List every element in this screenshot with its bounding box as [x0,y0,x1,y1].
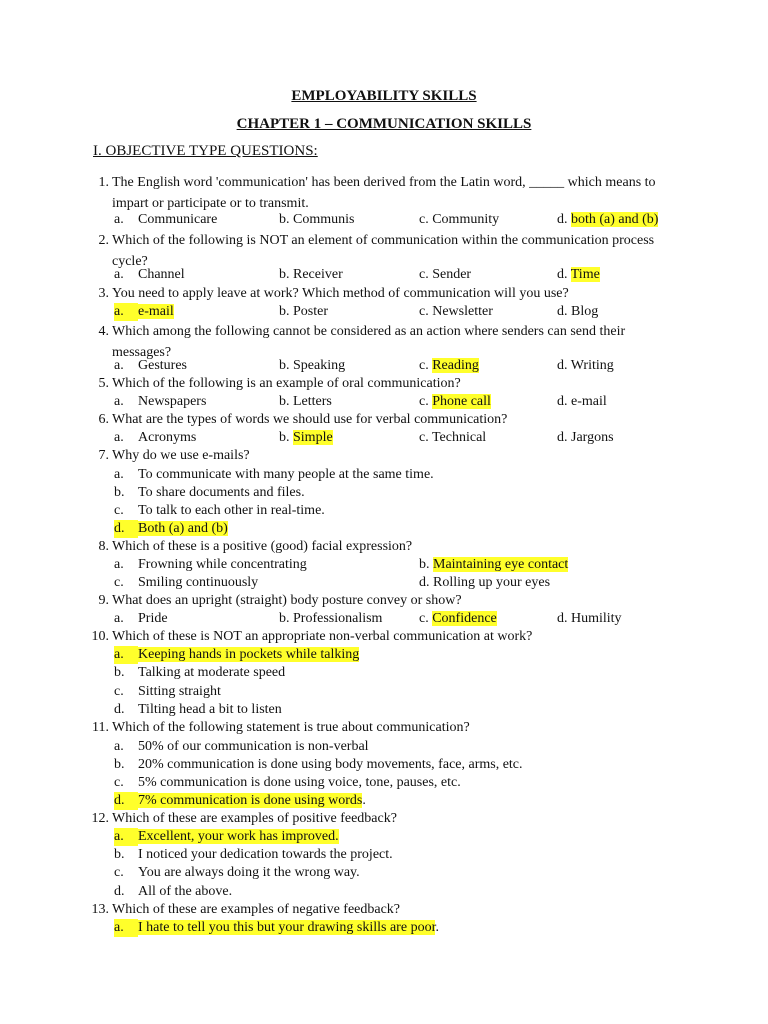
answer-option-d [557,357,614,375]
answer-option-b [279,266,343,284]
answer-option-a [114,738,369,756]
option-text: Pride [138,611,168,626]
option-text: Rolling up your eyes [433,575,551,590]
option-row [0,266,768,284]
question-6 [87,411,687,429]
highlighted-answer: e-mail [138,304,174,319]
answer-option-a [114,466,434,484]
question-8 [87,538,687,556]
answer-option-d [557,211,658,229]
option-label: a. [114,739,124,754]
answer-option-c [419,610,497,628]
answer-option-d [419,574,550,592]
option-label: c. [114,684,124,699]
option-label: a. [114,919,138,937]
option-text: 50% of our communication is non-verbal [138,739,369,754]
highlighted-answer: Confidence [432,611,497,626]
question-13 [87,901,687,919]
option-label: c. [419,358,429,373]
highlighted-answer: Maintaining eye contact [433,557,569,572]
option-text: Humility [571,611,622,626]
question-number: 1. [98,175,109,190]
answer-option-c [419,211,499,229]
question-12 [87,810,687,828]
answer-option-b [279,429,333,447]
highlighted-answer: both (a) and (b) [571,212,659,227]
answer-option-b [419,556,568,574]
answer-option-b [114,664,285,682]
option-text: Letters [293,394,332,409]
answer-option-d [114,792,366,810]
highlighted-answer: Reading [432,358,479,373]
question-text: Why do we use e-mails? [112,448,250,463]
option-text: To share documents and files. [138,485,305,500]
highlighted-answer: Phone call [432,394,491,409]
option-text: Frowning while concentrating [138,557,307,572]
answer-option-b [279,303,328,321]
answer-option-b [114,846,393,864]
question-number: 8. [98,539,109,554]
question-text: Which of these are examples of negative feedback? [112,902,401,917]
answer-option-c [419,303,493,321]
option-text: Technical [431,430,487,445]
option-text: Blog [571,304,599,319]
answer-option-c [114,574,258,592]
answer-option-d [557,429,614,447]
answer-option-d [557,266,600,284]
option-row [0,756,768,774]
option-text: Channel [138,267,185,282]
question-number: 13. [91,902,109,917]
option-label: a. [114,467,124,482]
option-text: Newsletter [432,304,493,319]
option-label: a. [114,557,124,572]
option-text: To talk to each other in real-time. [138,503,325,518]
option-text: Smiling continuously [138,575,259,590]
option-label: c. [114,865,124,880]
option-row [0,429,768,447]
option-text: Gestures [138,358,187,373]
answer-option-c [114,864,360,882]
option-text: Sitting straight [138,684,221,699]
option-row [0,828,768,846]
option-label: b. [114,757,125,772]
question-number: 9. [98,593,109,608]
highlighted-answer: Excellent, your work has improved. [138,829,339,844]
option-label: b. [279,358,290,373]
question-5 [87,375,687,393]
option-row [0,701,768,719]
question-7 [87,447,687,465]
option-row [0,883,768,901]
option-label: d. [557,430,568,445]
answer-option-a [114,828,339,846]
option-suffix: . [362,793,366,808]
question-text: Which of these is a positive (good) facial expression? [112,539,413,554]
option-label: a. [114,828,138,846]
option-label: b. [279,212,290,227]
option-text: Acronyms [138,430,197,445]
option-label: d. [419,575,430,590]
option-label: b. [114,485,125,500]
option-label: d. [114,520,138,538]
question-number: 12. [91,811,109,826]
answer-option-d [114,701,282,719]
option-label: c. [419,212,429,227]
chapter-title: CHAPTER 1 – COMMUNICATION SKILLS [236,116,532,132]
answer-option-d [557,303,598,321]
question-10 [87,628,687,646]
option-row [0,646,768,664]
answer-option-b [279,357,345,375]
question-number: 5. [98,376,109,391]
option-row [0,738,768,756]
question-number: 11. [92,720,109,735]
option-text: Professionalism [293,611,383,626]
option-label: d. [557,358,568,373]
option-row [0,574,768,592]
option-label: c. [114,775,124,790]
option-label: b. [279,611,290,626]
option-text: To communicate with many people at the same time. [138,467,434,482]
option-text: Newspapers [138,394,207,409]
question-text: What does an upright (straight) body posture convey or show? [112,593,462,608]
option-label: d. [114,702,125,717]
answer-option-b [279,610,382,628]
question-text: You need to apply leave at work? Which method of communication will you use? [112,286,569,301]
question-number: 10. [91,629,109,644]
option-row [0,520,768,538]
option-label: d. [557,212,568,227]
answer-option-d [114,520,228,538]
option-label: c. [114,503,124,518]
highlighted-answer: Both (a) and (b) [138,521,228,536]
option-label: a. [114,611,124,626]
option-row [0,502,768,520]
question-number: 4. [98,324,109,339]
option-label: b. [114,847,125,862]
option-text: Communicare [138,212,218,227]
question-9 [87,592,687,610]
answer-option-a [114,610,168,628]
option-label: d. [557,611,568,626]
question-text: Which of these is NOT an appropriate non-verbal communication at work? [112,629,533,644]
question-text: The English word 'communication' has been derived from the Latin word, _____ which means to impart or participate or to transmit. [112,175,656,211]
option-row [0,919,768,937]
answer-option-b [279,211,354,229]
option-label: d. [557,394,568,409]
option-label: b. [114,665,125,680]
option-label: a. [114,212,124,227]
answer-option-a [114,393,206,411]
highlighted-answer: I hate to tell you this but your drawing skills are poor [138,920,436,935]
option-row [0,864,768,882]
option-label: b. [279,304,290,319]
option-label: c. [419,611,429,626]
question-text: Which among the following cannot be considered as an action where senders can send their messages? [112,324,626,360]
answer-option-c [114,502,325,520]
question-text: Which of the following is NOT an element of communication within the communication process cycle? [112,233,655,269]
option-row [0,683,768,701]
option-text: Receiver [293,267,343,282]
option-suffix: . [435,920,439,935]
answer-option-a [114,646,359,664]
question-number: 6. [98,412,109,427]
option-row [0,556,768,574]
option-row [0,846,768,864]
answer-option-c [114,774,461,792]
option-label: c. [419,267,429,282]
option-row [0,393,768,411]
option-label: b. [279,267,290,282]
option-label: c. [114,575,124,590]
answer-option-a [114,266,185,284]
option-text: e-mail [571,394,607,409]
option-label: a. [114,430,124,445]
option-label: a. [114,358,124,373]
option-row [0,466,768,484]
question-text: Which of the following is an example of oral communication? [112,376,461,391]
option-label: a. [114,646,138,664]
question-number: 3. [98,286,109,301]
option-row [0,610,768,628]
answer-option-d [114,883,232,901]
highlighted-answer: Simple [293,430,333,445]
answer-option-a [114,211,217,229]
option-label: d. [114,884,125,899]
option-label: b. [419,557,430,572]
option-row [0,484,768,502]
option-label: a. [114,303,138,321]
option-label: b. [279,394,290,409]
option-row [0,211,768,229]
answer-option-d [557,393,607,411]
option-text: Poster [293,304,328,319]
option-label: c. [419,430,429,445]
answer-option-b [114,484,305,502]
option-label: a. [114,394,124,409]
option-text: Tilting head a bit to listen [138,702,282,717]
option-label: d. [114,792,138,810]
option-row [0,664,768,682]
option-label: d. [557,304,568,319]
answer-option-a [114,429,196,447]
answer-option-b [114,756,523,774]
option-text: Writing [570,358,614,373]
option-text: Talking at moderate speed [138,665,286,680]
option-text: You are always doing it the wrong way. [138,865,360,880]
highlighted-answer: Keeping hands in pockets while talking [138,647,360,662]
answer-option-a [114,919,439,937]
answer-option-a [114,357,187,375]
question-11 [87,719,687,737]
answer-option-c [114,683,221,701]
option-label: c. [419,304,429,319]
question-text: Which of the following statement is true about communication? [112,720,470,735]
answer-option-c [419,429,486,447]
option-text: Jargons [571,430,614,445]
answer-option-c [419,266,471,284]
option-row [0,792,768,810]
question-number: 7. [98,448,109,463]
answer-option-d [557,610,622,628]
question-3 [87,285,687,303]
answer-option-c [419,393,491,411]
highlighted-answer: Time [570,267,600,282]
option-text: Community [432,212,500,227]
option-text: Communis [293,212,355,227]
option-label: a. [114,267,124,282]
option-row [0,774,768,792]
question-text: Which of these are examples of positive feedback? [112,811,397,826]
answer-option-b [279,393,332,411]
option-text: 20% communication is done using body movements, face, arms, etc. [138,757,523,772]
option-label: b. [279,430,290,445]
option-label: c. [419,394,429,409]
question-number: 2. [98,233,109,248]
option-text: I noticed your dedication towards the project. [138,847,393,862]
answer-option-a [114,303,174,321]
question-text: What are the types of words we should use for verbal communication? [112,412,508,427]
option-text: 5% communication is done using voice, tone, pauses, etc. [138,775,461,790]
option-text: Speaking [293,358,346,373]
option-label: d. [557,267,568,282]
answer-option-c [419,357,479,375]
answer-option-a [114,556,307,574]
option-text: Sender [432,267,472,282]
document-title: EMPLOYABILITY SKILLS [291,88,477,104]
option-row [0,357,768,375]
section-heading: I. OBJECTIVE TYPE QUESTIONS: [93,143,318,159]
option-row [0,303,768,321]
option-text: All of the above. [138,884,233,899]
highlighted-answer: 7% communication is done using words [138,793,363,808]
question-1 [87,172,687,214]
